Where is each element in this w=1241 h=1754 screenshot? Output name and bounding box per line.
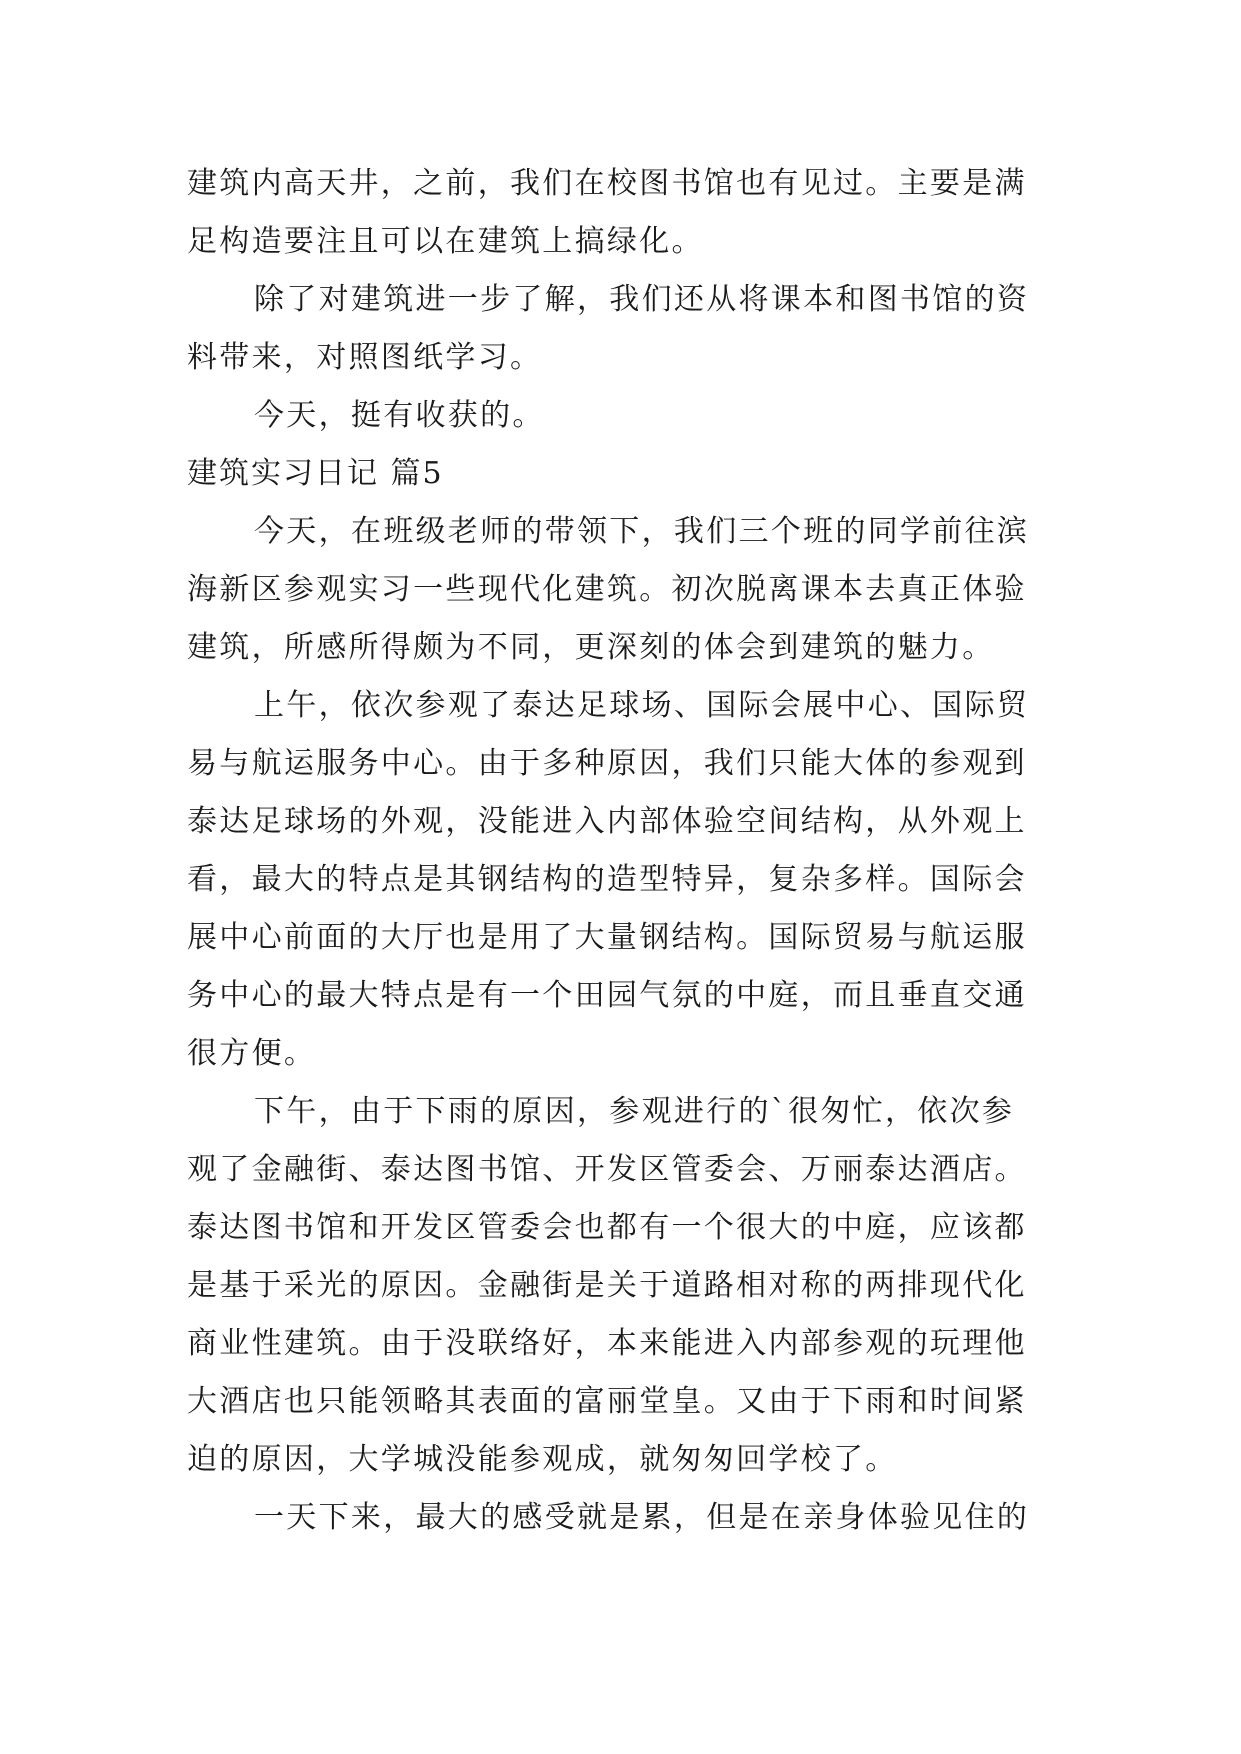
- text-line: 务中心的最大特点是有一个田园气氛的中庭，而且垂直交通: [187, 978, 1027, 1013]
- text-line: 建筑，所感所得颇为不同，更深刻的体会到建筑的魅力。: [187, 630, 995, 665]
- paragraph-start-line: 今天，挺有收获的。: [254, 398, 545, 433]
- text-line: 建筑内高天井，之前，我们在校图书馆也有见过。主要是满: [187, 166, 1027, 201]
- text-line: 是基于采光的原因。金融街是关于道路相对称的两排现代化: [187, 1268, 1027, 1303]
- text-line: 足构造要注且可以在建筑上搞绿化。: [187, 224, 704, 259]
- section-heading: 建筑实习日记 篇5: [187, 456, 444, 491]
- text-line: 泰达足球场的外观，没能进入内部体验空间结构，从外观上: [187, 804, 1027, 839]
- paragraph-start-line: 下午，由于下雨的原因，参观进行的`很匆忙，依次参: [254, 1094, 1015, 1129]
- text-line: 大酒店也只能领略其表面的富丽堂皇。又由于下雨和时间紧: [187, 1384, 1027, 1419]
- text-line: 商业性建筑。由于没联络好，本来能进入内部参观的玩理他: [187, 1326, 1027, 1361]
- document-body: [187, 155, 1067, 1547]
- text-line: 观了金融街、泰达图书馆、开发区管委会、万丽泰达酒店。: [187, 1152, 1027, 1187]
- text-line: 展中心前面的大厅也是用了大量钢结构。国际贸易与航运服: [187, 920, 1027, 955]
- paragraph-start-line: 一天下来，最大的感受就是累，但是在亲身体验见住的: [254, 1500, 1030, 1535]
- paragraph-start-line: 上午，依次参观了泰达足球场、国际会展中心、国际贸: [254, 688, 1030, 723]
- text-line: 泰达图书馆和开发区管委会也都有一个很大的中庭，应该都: [187, 1210, 1027, 1245]
- text-line: 海新区参观实习一些现代化建筑。初次脱离课本去真正体验: [187, 572, 1027, 607]
- text-line: 很方便。: [187, 1036, 317, 1071]
- text-line: 迫的原因，大学城没能参观成，就匆匆回学校了。: [187, 1442, 898, 1477]
- text-line: 料带来，对照图纸学习。: [187, 340, 543, 375]
- text-line: 看，最大的特点是其钢结构的造型特异，复杂多样。国际会: [187, 862, 1027, 897]
- paragraph-start-line: 除了对建筑进一步了解，我们还从将课本和图书馆的资: [254, 282, 1030, 317]
- paragraph-start-line: 今天，在班级老师的带领下，我们三个班的同学前往滨: [254, 514, 1030, 549]
- text-line: 易与航运服务中心。由于多种原因，我们只能大体的参观到: [187, 746, 1027, 781]
